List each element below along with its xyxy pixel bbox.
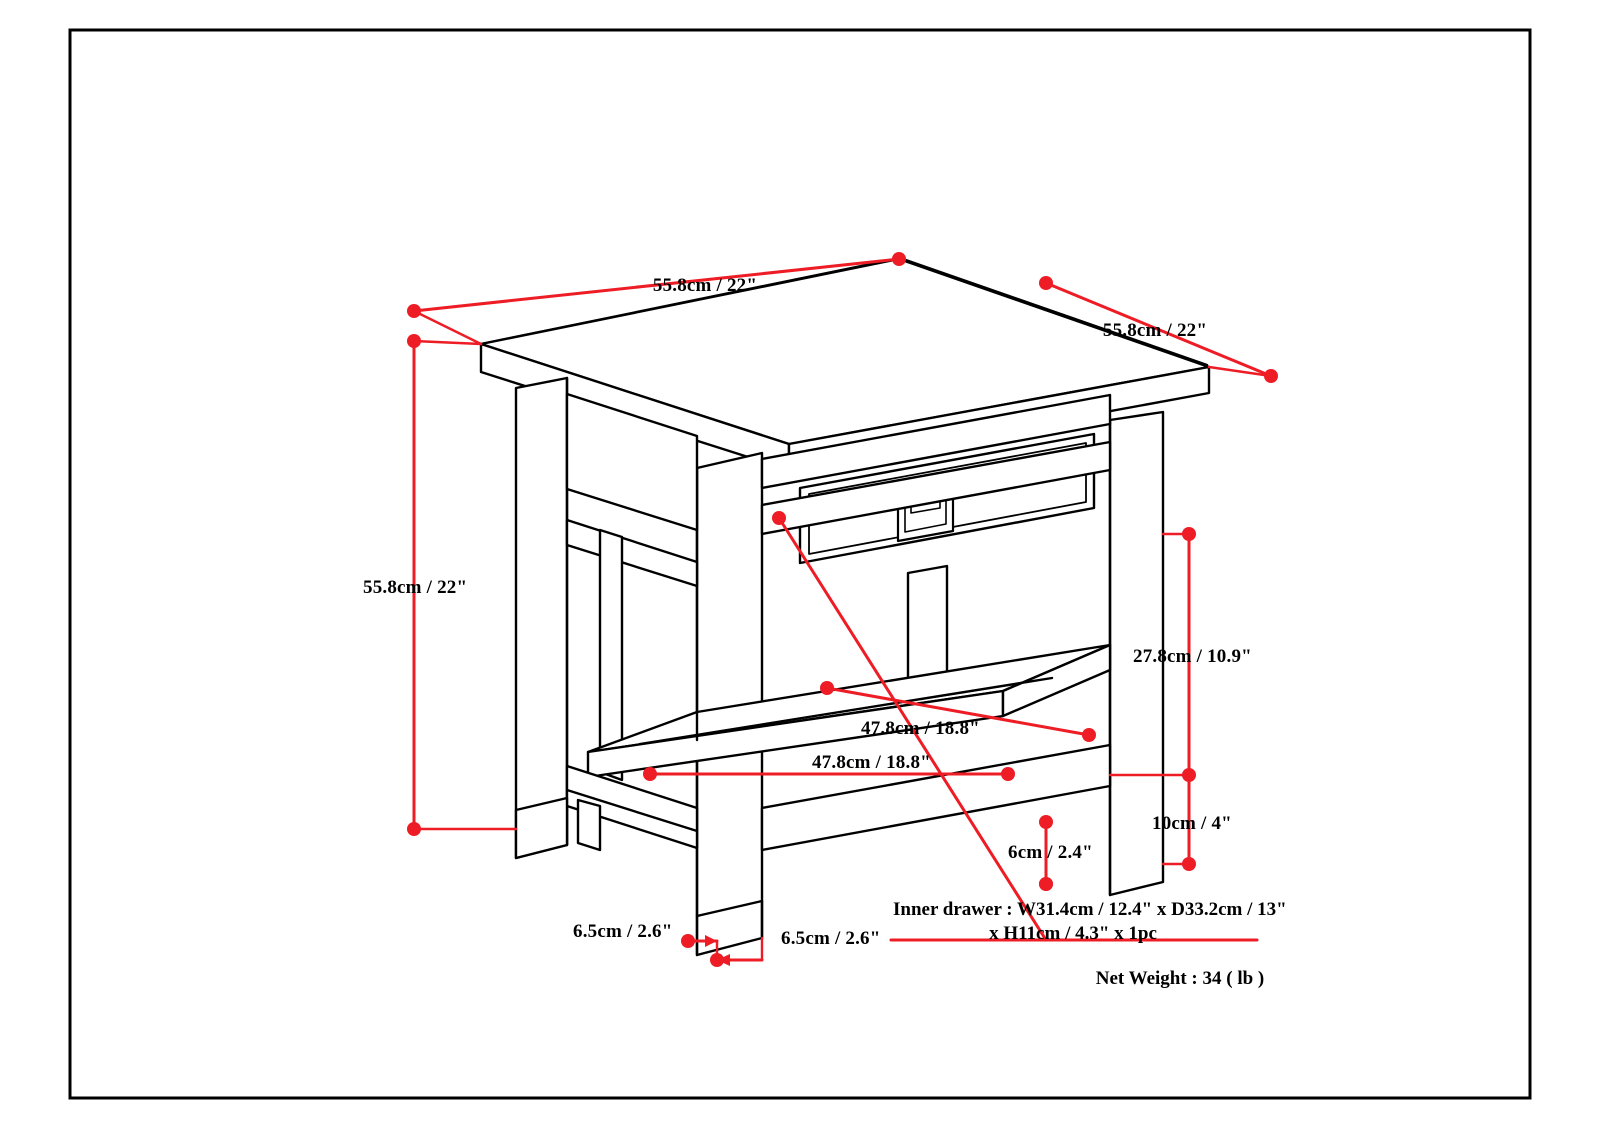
foot-block-front-left bbox=[578, 800, 600, 850]
dim-label-leg-width: 6.5cm / 2.6" bbox=[573, 921, 673, 942]
dim-label-top-width: 55.8cm / 22" bbox=[652, 275, 758, 296]
dim-label-shelf-height: 10cm / 4" bbox=[1152, 813, 1232, 834]
dim-label-leg-depth: 6.5cm / 2.6" bbox=[781, 928, 881, 949]
dim-label-bottom-rail-height: 6cm / 2.4" bbox=[1008, 842, 1093, 863]
inner-drawer-note-line-2: x H11cm / 4.3" x 1pc bbox=[989, 922, 1157, 944]
net-weight-note: Net Weight : 34 ( lb ) bbox=[1095, 968, 1265, 989]
dim-label-shelf-width: 47.8cm / 18.8" bbox=[861, 718, 980, 739]
leg-back-left bbox=[516, 378, 567, 858]
dim-label-shelf-depth: 47.8cm / 18.8" bbox=[812, 752, 931, 773]
dim-label-overall-height: 55.8cm / 22" bbox=[363, 577, 468, 598]
dim-label-shelf-clearance: 27.8cm / 10.9" bbox=[1133, 646, 1252, 667]
dim-label-top-depth: 55.8cm / 22" bbox=[1102, 320, 1208, 341]
inner-drawer-note-line-1: Inner drawer : W31.4cm / 12.4" x D33.2cm / 13" bbox=[893, 899, 1287, 920]
